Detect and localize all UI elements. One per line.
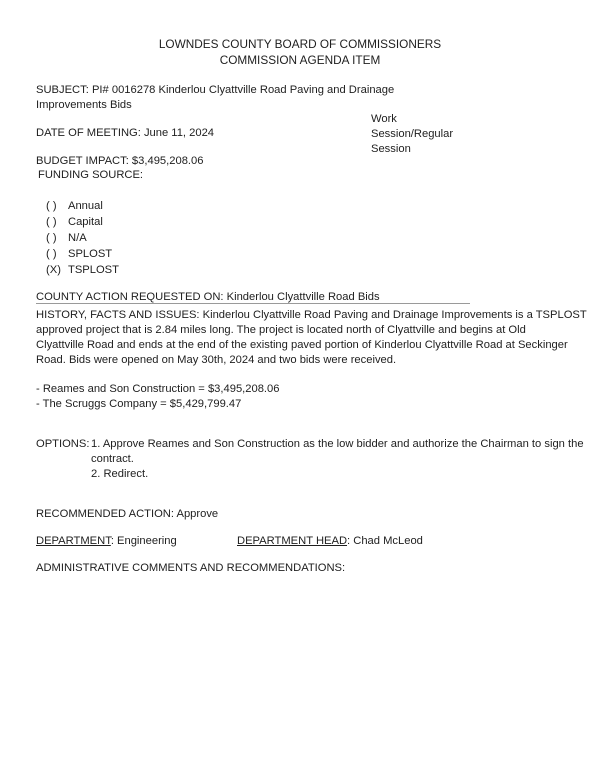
county-action-requested: COUNTY ACTION REQUESTED ON: Kinderlou Clyattville Road Bids <box>36 291 380 303</box>
funding-option-label: Capital <box>68 216 103 228</box>
department-head-value: : Chad McLeod <box>347 535 423 547</box>
options-label: OPTIONS: <box>36 438 90 450</box>
department-head-label: DEPARTMENT HEAD <box>237 535 348 547</box>
funding-option-splost <box>46 246 112 262</box>
option-1-line-2: contract. <box>91 453 134 465</box>
bid-item: - The Scruggs Company = $5,429,799.47 <box>36 398 242 410</box>
checkbox-mark: ( ) <box>46 248 57 260</box>
history-line-1: HISTORY, FACTS AND ISSUES: Kinderlou Clyattville Road Paving and Drainage Improvements is a TSPLOST <box>36 309 587 321</box>
option-2: 2. Redirect. <box>91 468 149 480</box>
funding-source-label: FUNDING SOURCE: <box>38 169 144 181</box>
meeting-type-line-3: Session <box>371 143 411 155</box>
option-1-line-1: 1. Approve Reames and Son Construction as the low bidder and authorize the Chairman to sign the <box>91 438 584 450</box>
bid-item: - Reames and Son Construction = $3,495,208.06 <box>36 383 280 395</box>
subject-line-2: Improvements Bids <box>36 99 132 111</box>
funding-option-label: Annual <box>68 200 103 212</box>
funding-option-label: SPLOST <box>68 248 113 260</box>
funding-option-tsplost <box>46 262 119 278</box>
budget-impact: BUDGET IMPACT: $3,495,208.06 <box>36 155 204 167</box>
header-org: LOWNDES COUNTY BOARD OF COMMISSIONERS <box>158 37 442 51</box>
header-doc-type: COMMISSION AGENDA ITEM <box>219 53 381 67</box>
funding-option-capital <box>46 214 103 230</box>
meeting-type-line-1: Work <box>371 113 397 125</box>
checkbox-mark: ( ) <box>46 232 57 244</box>
administrative-comments: ADMINISTRATIVE COMMENTS AND RECOMMENDATIONS: <box>36 562 346 574</box>
recommended-action: RECOMMENDED ACTION: Approve <box>36 508 219 520</box>
funding-option-na <box>46 230 87 246</box>
checkbox-mark-checked: (X) <box>46 264 61 276</box>
meeting-type-line-2: Session/Regular <box>371 128 454 140</box>
checkbox-mark: ( ) <box>46 200 57 212</box>
history-line-3: Clyattville Road and ends at the end of the existing paved portion of Kinderlou Clyattville Road at Seckinger <box>36 339 568 351</box>
department-label: DEPARTMENT <box>36 535 111 547</box>
funding-option-annual <box>46 198 103 214</box>
funding-option-label: TSPLOST <box>68 264 119 276</box>
date-of-meeting: DATE OF MEETING: June 11, 2024 <box>36 127 215 139</box>
checkbox-mark: ( ) <box>46 216 57 228</box>
subject-line-1: SUBJECT: PI# 0016278 Kinderlou Clyattville Road Paving and Drainage <box>36 84 395 96</box>
department-value: : Engineering <box>110 535 177 547</box>
department-head <box>237 533 423 549</box>
history-line-2: approved project that is 2.84 miles long. The project is located north of Clyattville and begins at Old <box>36 324 526 336</box>
funding-option-label: N/A <box>68 232 87 244</box>
history-line-4: Road. Bids were opened on May 30th, 2024 and two bids were received. <box>36 354 397 366</box>
section-divider <box>36 303 470 304</box>
department <box>36 533 177 549</box>
